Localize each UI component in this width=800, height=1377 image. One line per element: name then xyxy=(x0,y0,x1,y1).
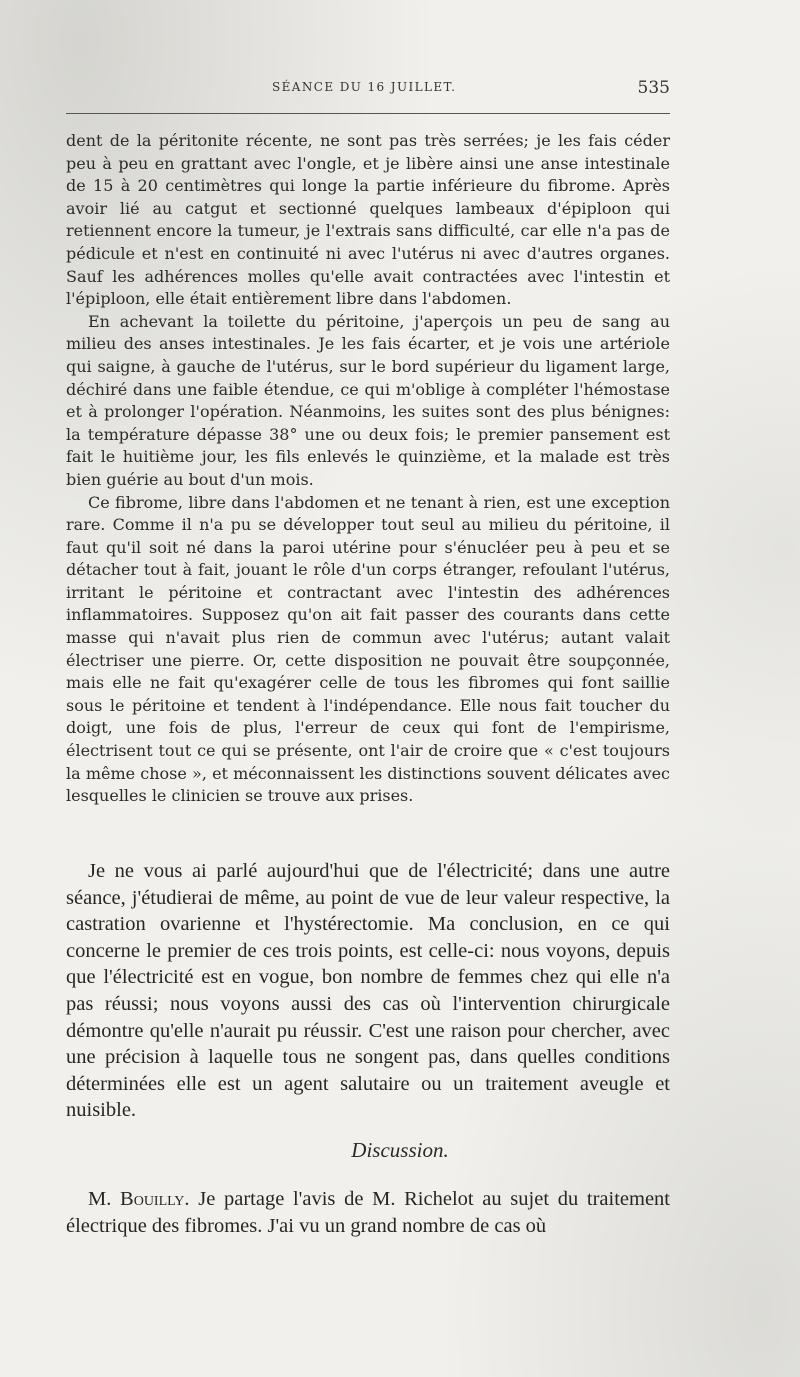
case-report-text xyxy=(66,130,670,808)
paragraph: Ce fibrome, libre dans l'abdomen et ne tenant à rien, est une exception rare. Comme il n'a pu se développer tout seul au milieu du péritoine, il faut qu'il soit né dans la paroi utérine pour s'énucléer peu à peu et se détacher tout à fait, jouant le rôle d'un corps étranger, refoulant l'utérus, irritant le péritoine et contractant avec l'intestin des adhérences inflammatoires. Supposez qu'on ait fait passer des courants dans cette masse qui n'avait plus rien de commun avec l'utérus; autant valait électriser une pierre. Or, cette disposition ne pouvait être soupçonnée, mais elle ne fait qu'exagérer celle de tous les fibromes qui font saillie sous le péritoine et tendent à l'indépendance. Elle nous fait toucher du doigt, une fois de plus, l'erreur de ceux qui font de l'empirisme, électrisent tout ce qui se présente, ont l'air de croire que « c'est toujours la même chose », et méconnaissent les distinctions souvent délicates avec lesquelles le clinicien se trouve aux prises. xyxy=(66,492,670,806)
conclusion-text xyxy=(66,858,670,1124)
paragraph: En achevant la toilette du péritoine, j'aperçois un peu de sang au milieu des anses intestinales. Je les fais écarter, et je vois une artériole qui saigne, à gauche de l'utérus, sur le bord supérieur du ligament large, déchiré dans une faible étendue, ce qui m'oblige à compléter l'hémostase et à prolonger l'opération. Néanmoins, les suites sont des plus bénignes: la température dépasse 38° une ou deux fois; le premier pansement est fait le huitième jour, les fils enlevés le quinzième, et la malade est très bien guérie au bout d'un mois. xyxy=(66,311,670,489)
speaker-name: M. Bouilly. xyxy=(88,1188,190,1210)
page-number: 535 xyxy=(637,78,670,98)
header-rule xyxy=(66,113,670,114)
page-header xyxy=(66,78,670,102)
running-head: SÉANCE DU 16 JUILLET. xyxy=(272,80,457,94)
paragraph: dent de la péritonite récente, ne sont pas très serrées; je les fais céder peu à peu en grattant avec l'ongle, et je libère ainsi une anse intestinale de 15 à 20 centimètres qui longe la partie inférieure du fibrome. Après avoir lié au catgut et sectionné quelques lambeaux d'épiploon qui retiennent encore la tumeur, je l'extrais sans difficulté, car elle n'a pas de pédicule et n'est en continuité ni avec l'utérus ni avec d'autres organes. Sauf les adhérences molles qu'elle avait contractées avec l'intestin et l'épiploon, elle était entièrement libre dans l'abdomen. xyxy=(66,131,670,309)
paragraph xyxy=(66,1186,670,1239)
discussion-text xyxy=(66,1186,670,1239)
paragraph: Je ne vous ai parlé aujourd'hui que de l'électricité; dans une autre séance, j'étudierai de même, au point de vue de leur valeur respective, la castration ovarienne et l'hystérectomie. Ma conclusion, en ce qui concerne le premier de ces trois points, est celle-ci: nous voyons, depuis que l'électricité est en vogue, bon nombre de femmes chez qui elle n'a pas réussi; nous voyons aussi des cas où l'intervention chirurgicale démontre qu'elle n'aurait pu réussir. C'est une raison pour chercher, avec une précision à laquelle tous ne songent pas, dans quelles conditions déterminées elle est un agent salutaire ou un traitement aveugle et nuisible. xyxy=(66,860,670,1122)
section-title: Discussion. xyxy=(351,1138,449,1162)
speaker-statement: Je partage l'avis de M. Richelot au sujet du traitement électrique des fibromes. J'ai vu un grand nombre de cas où xyxy=(66,1188,670,1237)
